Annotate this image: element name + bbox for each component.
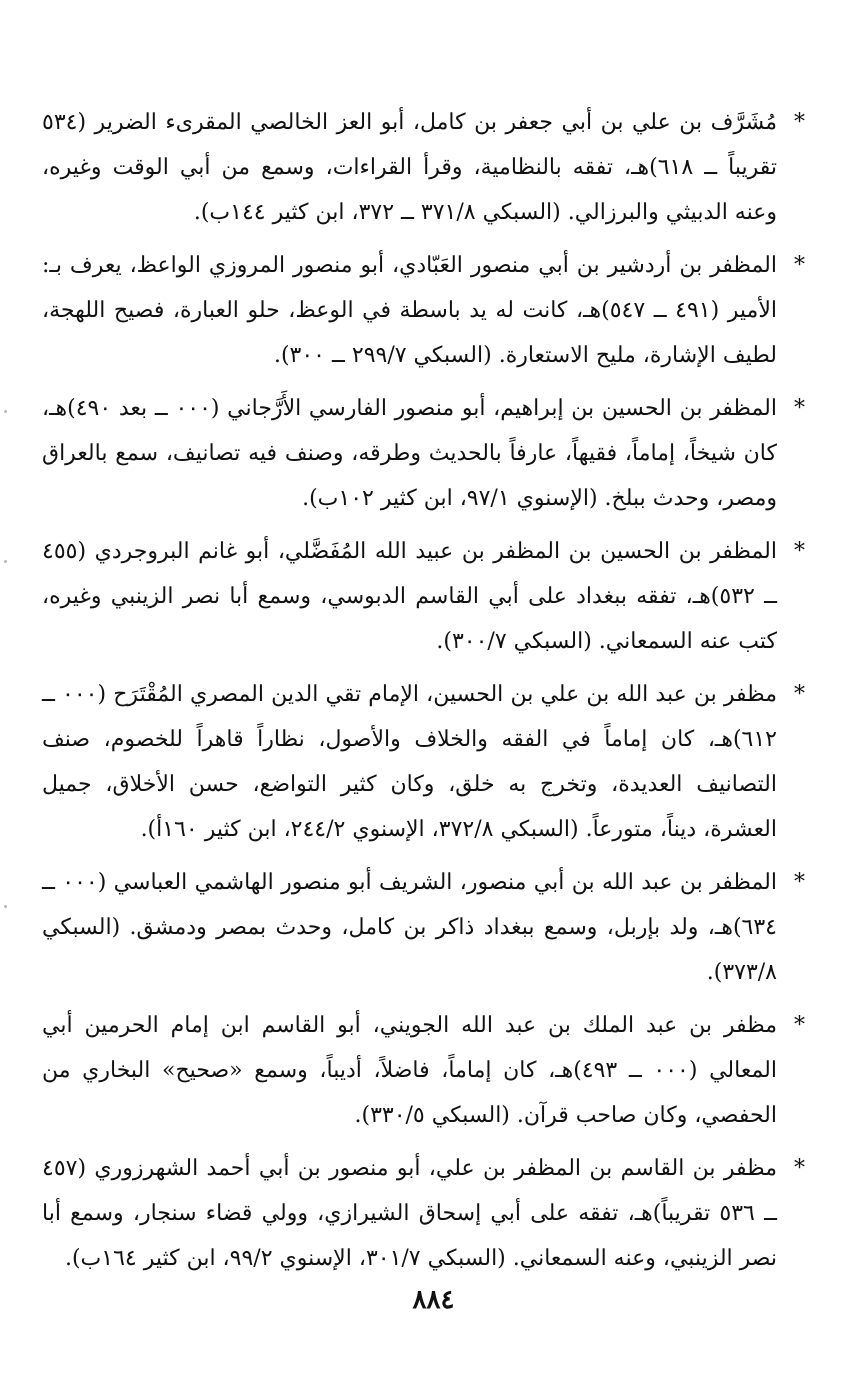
entry-star-marker: * xyxy=(794,1156,805,1181)
entry-star-marker: * xyxy=(794,870,805,895)
entry-text: المظفر بن الحسين بن المظفر بن عبيد الله المُفَضَّلي، أبو غانم البروجردي (٤٥٥ ــ ٥٣٢)هـ، تفقه ببغداد على أبي القاسم الدبوسي، وسمع أبا نصر الزينبي وغيره، كتب عنه السمعاني. (السبكي ٣٠٠/٧). xyxy=(42,539,777,654)
entry-7 xyxy=(42,1003,805,1138)
entry-8 xyxy=(42,1146,805,1281)
entries-list xyxy=(42,100,805,1289)
page-number: ٨٨٤ xyxy=(412,1285,455,1315)
entry-4 xyxy=(42,529,805,664)
entry-star-marker: * xyxy=(794,396,805,421)
entry-text: المظفر بن عبد الله بن أبي منصور، الشريف أبو منصور الهاشمي العباسي (٠٠٠ ــ ٦٣٤)هـ، ولد بإربل، وسمع ببغداد ذاكر بن كامل، وحدث بمصر ودمشق. (السبكي ٣٧٣/٨). xyxy=(42,870,777,985)
entry-3 xyxy=(42,386,805,521)
entry-text: المظفر بن أردشير بن أبي منصور العَبّادي، أبو منصور المروزي الواعظ، يعرف بـ: الأمير (٤٩١ ــ ٥٤٧)هـ، كانت له يد باسطة في الوعظ، حلو العبارة، فصيح اللهجة، لطيف الإشارة، مليح الاستعارة. (السبكي ٢٩٩/٧ ــ ٣٠٠). xyxy=(42,253,777,368)
entry-6 xyxy=(42,860,805,995)
entry-star-marker: * xyxy=(794,1013,805,1038)
entry-text: مظفر بن القاسم بن المظفر بن علي، أبو منصور بن أبي أحمد الشهرزوري (٤٥٧ ــ ٥٣٦ تقريباً)هـ، تفقه على أبي إسحاق الشيرازي، وولي قضاء سنجار، وسمع أبا نصر الزينبي، وعنه السمعاني. (السبكي ٣٠١/٧، الإسنوي ٩٩/٢، ابن كثير ١٦٤ب). xyxy=(42,1156,777,1271)
entry-star-marker: * xyxy=(794,253,805,278)
entry-star-marker: * xyxy=(794,110,805,135)
entry-5 xyxy=(42,672,805,852)
entry-2 xyxy=(42,243,805,378)
entry-text: مظفر بن عبد الله بن علي بن الحسين، الإمام تقي الدين المصري المُقْتَرَح (٠٠٠ ــ ٦١٢)هـ، كان إماماً في الفقه والخلاف والأصول، نظاراً قاهراً للخصوم، صنف التصانيف العديدة، وتخرج به خلق، وكان كثير التواضع، حسن الأخلاق، جميل العشرة، ديناً، متورعاً. (السبكي ٣٧٢/٨، الإسنوي ٢٤٤/٢، ابن كثير ١٦٠أ). xyxy=(42,682,777,842)
entry-text: مُشَرَّف بن علي بن أبي جعفر بن كامل، أبو العز الخالصي المقرىء الضرير (٥٣٤ تقريباً ــ ٦١٨)هـ، تفقه بالنظامية، وقرأ القراءات، وسمع من أبي الوقت وغيره، وعنه الدبيثي والبرزالي. (السبكي ٣٧١/٨ ــ ٣٧٢، ابن كثير ١٤٤ب). xyxy=(42,110,778,225)
margin-speckles xyxy=(4,0,8,1373)
entry-text: المظفر بن الحسين بن إبراهيم، أبو منصور الفارسي الأَرَّجاني (٠٠٠ ــ بعد ٤٩٠)هـ، كان شيخاً، إماماً، فقيهاً، عارفاً بالحديث وطرقه، وصنف فيه تصانيف، سمع بالعراق ومصر، وحدث ببلخ. (الإسنوي ٩٧/١، ابن كثير ١٠٢ب). xyxy=(42,396,777,511)
entry-star-marker: * xyxy=(794,539,805,564)
entry-1 xyxy=(42,100,805,235)
entry-star-marker: * xyxy=(794,682,805,707)
entry-text: مظفر بن عبد الملك بن عبد الله الجويني، أبو القاسم ابن إمام الحرمين أبي المعالي (٠٠٠ ــ ٤٩٣)هـ، كان إماماً، فاضلاً، أديباً، وسمع «صحيح» البخاري من الحفصي، وكان صاحب قرآن. (السبكي ٣٣٠/٥). xyxy=(42,1013,777,1128)
